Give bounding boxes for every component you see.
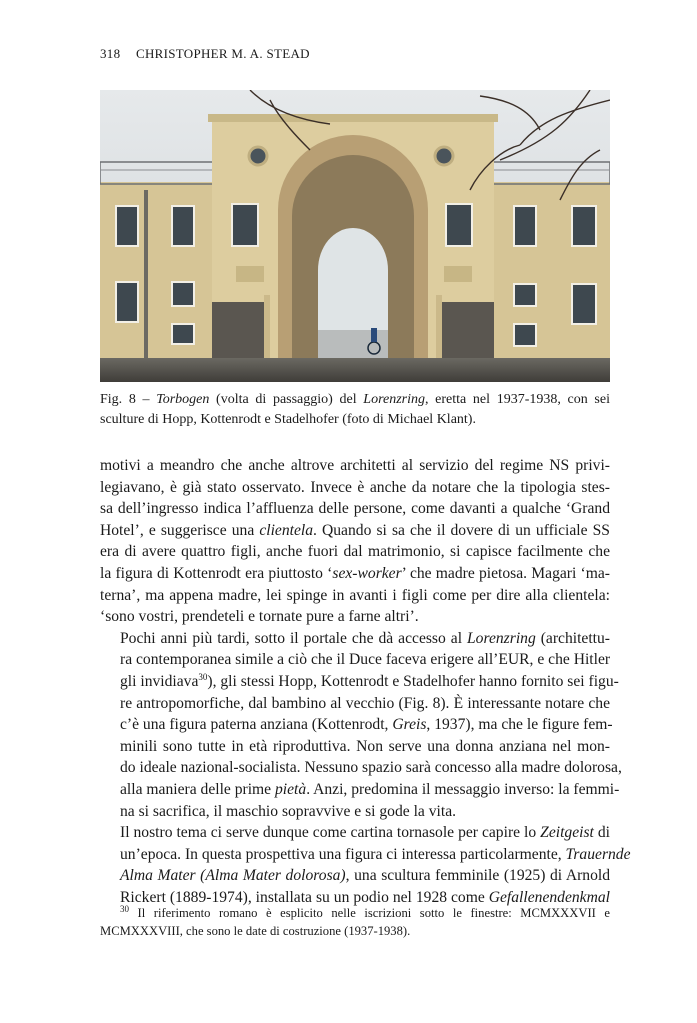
- text-line: re antropomorfiche, dal bambino al vecchio (Fig. 8). È interessante notare che: [120, 694, 610, 712]
- text-line: $^{30}$ Il riferimento romano è esplicito nelle iscrizioni sotto le finestre: MCMXXXVII e: [120, 903, 610, 920]
- text-line: Pochi anni più tardi, sotto il portale che dà accesso al Lorenzring (architettu-: [120, 629, 610, 647]
- text-line: alla maniera delle prime pietà. Anzi, predomina il messaggio inverso: la femmi-: [120, 780, 620, 798]
- text-line: Il nostro tema ci serve dunque come cartina tornasole per capire lo Zeitgeist di: [120, 824, 610, 842]
- running-author: CHRISTOPHER M. A. STEAD: [135, 46, 310, 61]
- footnote-30: [100, 904, 610, 940]
- text-line: Rickert (1889-1974), installata su un podio nel 1928 come Gefallenendenkmal: [120, 888, 610, 906]
- figure-caption: [100, 390, 610, 430]
- italic-term: sex-worker: [332, 564, 402, 582]
- text-line: sculture di Hopp, Kottenrodt e Stadelhofer (foto di Michael Klant).: [100, 412, 476, 427]
- text-line: minili sono tutte in età riproduttiva. Non serve una donna anziana nel mon-: [120, 737, 610, 755]
- text-line: Alma Mater (Alma Mater dolorosa), una scultura femminile (1925) di Arnold: [120, 867, 611, 885]
- text-line: la figura di Kottenrodt era piuttosto ‘sex-worker’ che madre pietosa. Magari ‘ma-: [100, 564, 610, 582]
- text-line: do ideale nazional-socialista. Nessuno spazio sarà concesso alla madre dolorosa,: [120, 759, 622, 777]
- page-number: 318: [100, 46, 121, 61]
- running-header: [100, 46, 310, 62]
- italic-term: Trauernde: [565, 845, 631, 863]
- text-line: un’epoca. In questa prospettiva una figura ci interessa particolarmente, Trauernde: [120, 845, 631, 863]
- italic-term: Lorenzring: [363, 392, 425, 407]
- italic-term: Zeitgeist: [540, 824, 594, 842]
- main-text: [100, 455, 631, 908]
- paragraph: [100, 455, 610, 628]
- text-line: legiavano, è già stato osservato. Invece è anche da notare che la tipologia stes-: [100, 478, 610, 496]
- text-line: era di avere quattro figli, anche fuori dal matrimonio, si capisce facilmente che: [100, 543, 610, 561]
- italic-term: Alma Mater (Alma Mater dolorosa): [120, 867, 346, 885]
- paragraph: [100, 628, 622, 822]
- building-archway-photo: [100, 90, 610, 382]
- footnote-marker: 30: [198, 671, 208, 682]
- text-line: Hotel’, e suggerisce una clientela. Quando si sa che il dovere di un ufficiale SS: [100, 521, 610, 539]
- text-line: sa dell’ingresso indica l’affluenza delle persone, come davanti a qualche ‘Grand: [100, 500, 610, 518]
- text-line: ‘sono vostri, prendeteli e tornate pure a farne altri’.: [100, 608, 419, 626]
- text-line: c’è una figura paterna anziana (Kottenrodt, Greis, 1937), ma che le figure fem-: [120, 716, 613, 734]
- italic-term: Torbogen: [156, 392, 210, 407]
- italic-term: Gefallenendenkmal: [488, 888, 610, 906]
- paragraph: [100, 822, 631, 908]
- figure-photo: [100, 90, 610, 382]
- text-line: ra contemporanea simile a ciò che il Duce faceva erigere all’EUR, e che Hitler: [120, 651, 611, 669]
- footnote-marker: 30: [120, 903, 129, 914]
- text-line: Fig. 8 – Torbogen (volta di passaggio) del Lorenzring, eretta nel 1937-1938, con sei: [100, 392, 610, 407]
- text-line: na si sacrifica, il maschio sopravvive e si gode la vita.: [120, 802, 457, 820]
- text-line: motivi a meandro che anche altrove architetti al servizio del regime NS privi-: [100, 457, 610, 474]
- italic-term: pietà: [275, 780, 307, 798]
- text-line: gli invidiava$^{30}$), gli stessi Hopp, Kottenrodt e Stadelhofer hanno fornito sei figu-: [120, 671, 619, 690]
- italic-term: Lorenzring: [467, 629, 536, 647]
- text-line: terna’, ma appena madre, lei spinge in avanti i figli come per dire alla clientela:: [100, 586, 610, 604]
- text-line: MCMXXXVIII, che sono le date di costruzione (1937-1938).: [100, 924, 411, 938]
- italic-term: Greis: [392, 716, 427, 734]
- italic-term: clientela: [259, 521, 314, 539]
